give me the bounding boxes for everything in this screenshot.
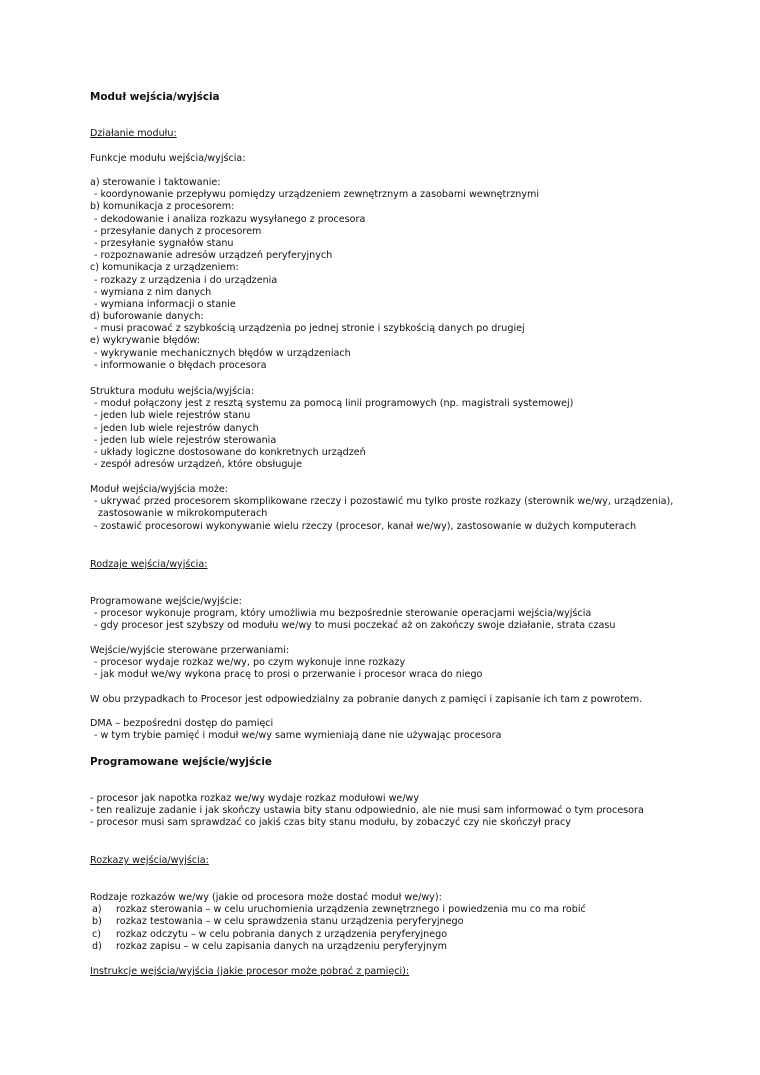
interrupt-io-title: Wejście/wyjście sterowane przerwaniami: (90, 645, 290, 656)
list-marker: b) (92, 916, 102, 928)
group-label: a) sterowanie i taktowanie: (90, 177, 221, 188)
structure-title: Struktura modułu wejścia/wyjścia: (90, 386, 255, 397)
both-cases-paragraph: W obu przypadkach to Procesor jest odpowiedzialny za pobranie danych z pamięci i zapisanie ich tam z powrotem. (90, 694, 643, 705)
functions-list (90, 177, 539, 372)
structure-item: - układy logiczne dostosowane do konkretnych urządzeń (94, 446, 366, 458)
group-item: - przesyłanie danych z procesorem (94, 225, 262, 237)
structure-item: - zespół adresów urządzeń, które obsługuje (94, 459, 303, 471)
group-label: e) wykrywanie błędów: (90, 335, 201, 347)
group-item: - przesyłanie sygnałów stanu (94, 237, 234, 249)
list-marker: d) (92, 940, 102, 952)
group-item: - wykrywanie mechanicznych błędów w urządzeniach (94, 347, 351, 359)
list-marker: a) (92, 904, 102, 916)
functions-title: Funkcje modułu wejścia/wyjścia: (90, 153, 246, 164)
group-item: - rozkazy z urządzenia i do urządzenia (94, 274, 278, 286)
group-item: - dekodowanie i analiza rozkazu wysyłanego z procesora (94, 213, 366, 225)
command-type-item (90, 904, 586, 916)
list-text: rozkaz testowania – w celu sprawdzenia stanu urządzenia peryferyjnego (116, 916, 464, 928)
structure-item: - jeden lub wiele rejestrów stanu (94, 410, 251, 422)
group-item: - musi pracować z szybkością urządzenia po jednej stronie i szybkością danych po drugiej (94, 323, 525, 335)
section-heading-commands: Rozkazy wejścia/wyjścia: (90, 855, 209, 866)
module-may-list (90, 484, 673, 533)
command-type-item (90, 941, 586, 953)
command-type-item (90, 929, 586, 941)
structure-item: - jeden lub wiele rejestrów danych (94, 422, 259, 434)
group-label: b) komunikacja z procesorem: (90, 201, 235, 213)
command-types-title: Rodzaje rozkazów we/wy (jakie od procesora może dostać moduł we/wy): (90, 892, 442, 903)
command-type-item (90, 916, 586, 928)
programmed-io-item: - gdy procesor jest szybszy od modułu we/wy to musi poczekać aż on zakończy swoje działanie, strata czasu (94, 620, 616, 632)
module-may-title: Moduł wejścia/wyjścia może: (90, 484, 228, 495)
group-label: c) komunikacja z urządzeniem: (90, 262, 239, 274)
programmed-io-item: - procesor wykonuje program, który umożliwia mu bezpośrednie sterowanie operacjami wejścia/wyjścia (94, 608, 592, 620)
module-may-item: - ukrywać przed procesorem skomplikowane rzeczy i pozostawić mu tylko proste rozkazy (sterownik we/wy, urządzenia), (94, 496, 674, 508)
list-text: rozkaz zapisu – w celu zapisania danych na urządzeniu peryferyjnym (116, 940, 447, 952)
programmed-io-list (90, 596, 615, 633)
interrupt-io-list (90, 645, 482, 682)
programmed-io-detail: - procesor musi sam sprawdzać co jakiś czas bity stanu modułu, by zobaczyć czy nie skończył pracy (90, 817, 571, 829)
list-marker: c) (92, 928, 102, 940)
list-text: rozkaz odczytu – w celu pobrania danych z urządzenia peryferyjnego (116, 928, 448, 940)
dma-list (90, 718, 501, 742)
dma-title: DMA – bezpośredni dostęp do pamięci (90, 718, 274, 729)
structure-item: - moduł połączony jest z resztą systemu za pomocą linii programowych (np. magistrali systemowej) (94, 398, 574, 410)
programmed-io-details (90, 793, 644, 830)
programmed-io-detail: - ten realizuje zadanie i jak skończy ustawia bity stanu odpowiednio, ale nie musi sam informować o tym procesora (90, 805, 644, 817)
programmed-io-detail: - procesor jak napotka rozkaz we/wy wydaje rozkaz modułowi we/wy (90, 793, 420, 804)
dma-item: - w tym trybie pamięć i moduł we/wy same wymieniają dane nie używając procesora (94, 730, 502, 742)
list-text: rozkaz sterowania – w celu uruchomienia urządzenia zewnętrznego i powiedzenia mu co ma robić (116, 904, 586, 916)
module-may-item: - zostawić procesorowi wykonywanie wielu rzeczy (procesor, kanał we/wy), zastosowanie w dużych komputerach (94, 520, 637, 532)
interrupt-io-item: - procesor wydaje rozkaz we/wy, po czym wykonuje inne rozkazy (94, 657, 406, 669)
programmed-io-title: Programowane wejście/wyjście: (90, 596, 242, 607)
structure-item: - jeden lub wiele rejestrów sterowania (94, 434, 277, 446)
section-heading-types: Rodzaje wejścia/wyjścia: (90, 559, 208, 570)
group-item: - wymiana z nim danych (94, 286, 212, 298)
group-item: - informowanie o błędach procesora (94, 359, 267, 371)
module-may-item-continued: zastosowanie w mikrokomputerach (98, 508, 268, 520)
group-label: d) buforowanie danych: (90, 311, 204, 323)
section-heading-programmed-io: Programowane wejście/wyjście (90, 756, 272, 768)
group-item: - koordynowanie przepływu pomiędzy urządzeniem zewnętrznym a zasobami wewnętrznymi (94, 189, 540, 201)
command-types-list (90, 892, 586, 953)
section-heading-operation: Działanie modułu: (90, 128, 177, 139)
structure-list (90, 386, 573, 471)
instructions-heading: Instrukcje wejścia/wyjścia (jakie procesor może pobrać z pamięci): (90, 966, 410, 977)
document-title: Moduł wejścia/wyjścia (90, 91, 220, 103)
interrupt-io-item: - jak moduł we/wy wykona pracę to prosi o przerwanie i procesor wraca do niego (94, 669, 483, 681)
group-item: - wymiana informacji o stanie (94, 298, 236, 310)
group-item: - rozpoznawanie adresów urządzeń peryferyjnych (94, 250, 333, 262)
